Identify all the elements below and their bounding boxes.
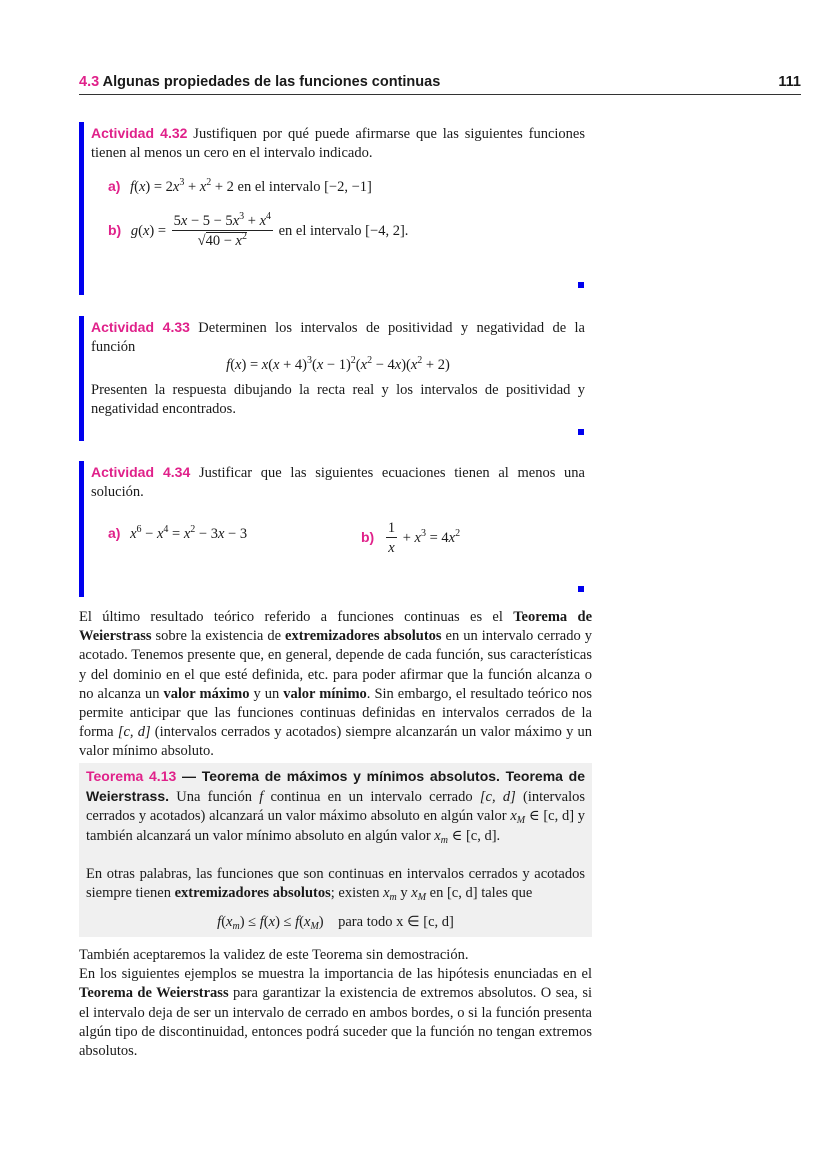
activity-4-32 xyxy=(79,122,594,295)
theorem-4-13-box xyxy=(79,763,592,937)
math-interval: [c, d] xyxy=(117,724,151,741)
text: para garantizar la existencia de extremos absolutos. O sea, si el intervalo deja de ser un intervalo de cerrado en ambos bordes, o si la función presenta algún tipo de discontinuidad, entonces podrá suceder que la función no tengan extremos absolutos. xyxy=(79,985,592,1060)
math-sub: M xyxy=(516,815,526,827)
item-label: a) xyxy=(108,178,121,194)
activity-label: Actividad 4.33 xyxy=(91,319,190,335)
math-f: f xyxy=(259,789,264,806)
math-x: x xyxy=(510,808,517,825)
activity-item-b xyxy=(91,213,585,250)
formula: g(x) = $\frac{5x - 5 - 5x^3 + x^4}{√40 - x^2}$ xyxy=(130,211,271,249)
bold-term: extremizadores absolutos xyxy=(174,885,331,902)
text: continua en un intervalo cerrado xyxy=(263,789,480,806)
activity-text-2: Presenten la respuesta dibujando la recta real y los intervalos de positividad y negatividad encontrados. xyxy=(91,382,585,417)
end-of-activity-marker xyxy=(578,429,584,435)
page-header xyxy=(79,74,801,95)
item-suffix: en el intervalo [−4, 2]. xyxy=(278,222,409,239)
activity-label: Actividad 4.32 xyxy=(91,125,188,141)
bold-term: valor máximo xyxy=(163,685,250,702)
activity-bar xyxy=(79,461,84,597)
bold-term: valor mínimo xyxy=(283,685,367,702)
math-x: x xyxy=(411,885,418,902)
text: ; existen xyxy=(330,885,384,902)
text: ∈ [c, d]. xyxy=(447,827,501,844)
math-sub: m xyxy=(440,834,448,846)
item-label: b) xyxy=(108,221,122,238)
theorem-paragraph-2 xyxy=(86,865,585,903)
text: (intervalos cerrados y acotados) alcanzará un valor máximo absoluto en algún valor xyxy=(86,789,585,825)
text: ∈ [c, d] y también alcanzará un valor mínimo absoluto en algún valor xyxy=(86,808,586,844)
activity-label: Actividad 4.34 xyxy=(91,464,191,480)
activity-item-a xyxy=(91,177,585,197)
activity-4-34 xyxy=(79,461,594,597)
math-sub: M xyxy=(417,892,427,904)
theorem-label: Teorema 4.13 xyxy=(86,768,177,784)
text: En otras palabras, las funciones que son continuas en intervalos cerrados y acotados siempre tienen xyxy=(86,865,585,902)
formula-suffix: para todo x ∈ [c, d] xyxy=(338,914,454,931)
math-x: x xyxy=(434,827,441,844)
bold-term: Teorema de Weierstrass xyxy=(79,985,229,1002)
math-sub: m xyxy=(389,892,397,904)
text: En los siguientes ejemplos se muestra la importancia de las hipótesis enunciadas en el xyxy=(79,966,592,983)
item-label: b) xyxy=(361,528,375,545)
theorem-title: — Teorema de máximos y mínimos absolutos. Teorema de Weierstrass. xyxy=(86,768,585,805)
paragraph-closing xyxy=(79,946,592,1061)
text: y xyxy=(396,885,412,902)
bold-term: extremizadores absolutos xyxy=(285,628,442,645)
formula: $f(x) = 2x^3 + x^2 + 2$ xyxy=(130,177,234,195)
section-title: Algunas propiedades de las funciones continuas xyxy=(102,74,441,90)
activity-text: Justifiquen por qué puede afirmarse que las siguientes funciones tienen al menos un cero en el intervalo indicado. xyxy=(91,126,585,161)
math-x: x xyxy=(383,885,390,902)
theorem-statement xyxy=(86,767,585,846)
end-of-activity-marker xyxy=(578,586,584,592)
text: en un intervalo cerrado y acotado. Tenemos presente que, en general, depende de cada función, sus características y del dominio en el que esté definida, etc. para poder afirmar que la función alcanza o no alcanza un xyxy=(79,628,592,702)
activity-bar xyxy=(79,122,84,295)
item-label: a) xyxy=(108,525,121,541)
formula: $\frac{1}{x}$ + $x^3 = 4x^2$ xyxy=(387,520,461,556)
paragraph-weierstrass-intro xyxy=(79,608,592,762)
theorem-display-formula: $f(x_m) \le f(x) \le f(x_M)$ para todo x ∈ [c, d] xyxy=(217,914,454,933)
section-heading xyxy=(79,74,440,90)
activity-text: Determinen los intervalos de positividad y negatividad de la función xyxy=(91,320,585,355)
math-interval: [c, d] xyxy=(479,789,516,806)
display-formula: $f(x) = x(x + 4)^3(x - 1)^2(x^2 - 4x)(x^2 + 2)$ xyxy=(226,355,450,373)
text: en [c, d] tales que xyxy=(426,885,533,902)
bold-term: Teorema de Weierstrass xyxy=(79,609,593,645)
activity-item-a xyxy=(108,524,247,544)
activity-4-33 xyxy=(79,316,594,441)
formula: $x^6 - x^4 = x^2 - 3x - 3$ xyxy=(130,524,248,542)
text: (intervalos cerrados y acotados) siempre alcanzarán un valor máximo y un valor mínimo absoluto. xyxy=(79,724,593,760)
text: Una función xyxy=(169,789,260,806)
activity-item-b xyxy=(361,520,460,557)
activity-text: Justificar que las siguientes ecuaciones tienen al menos una solución. xyxy=(91,465,585,500)
page-number: 111 xyxy=(778,74,801,90)
text: sobre la existencia de xyxy=(151,628,286,645)
end-of-activity-marker xyxy=(578,282,584,288)
text-line: También aceptaremos la validez de este Teorema sin demostración. xyxy=(79,947,469,963)
text: . Sin embargo, el resultado teórico nos permite anticipar que las funciones continuas definidas en intervalos cerrados de la forma xyxy=(79,685,593,741)
item-suffix: en el intervalo [−2, −1] xyxy=(237,179,372,195)
text: y un xyxy=(249,685,284,702)
text: El último resultado teórico referido a funciones continuas es el xyxy=(79,609,514,625)
activity-bar xyxy=(79,316,84,441)
section-number: 4.3 xyxy=(79,74,100,90)
